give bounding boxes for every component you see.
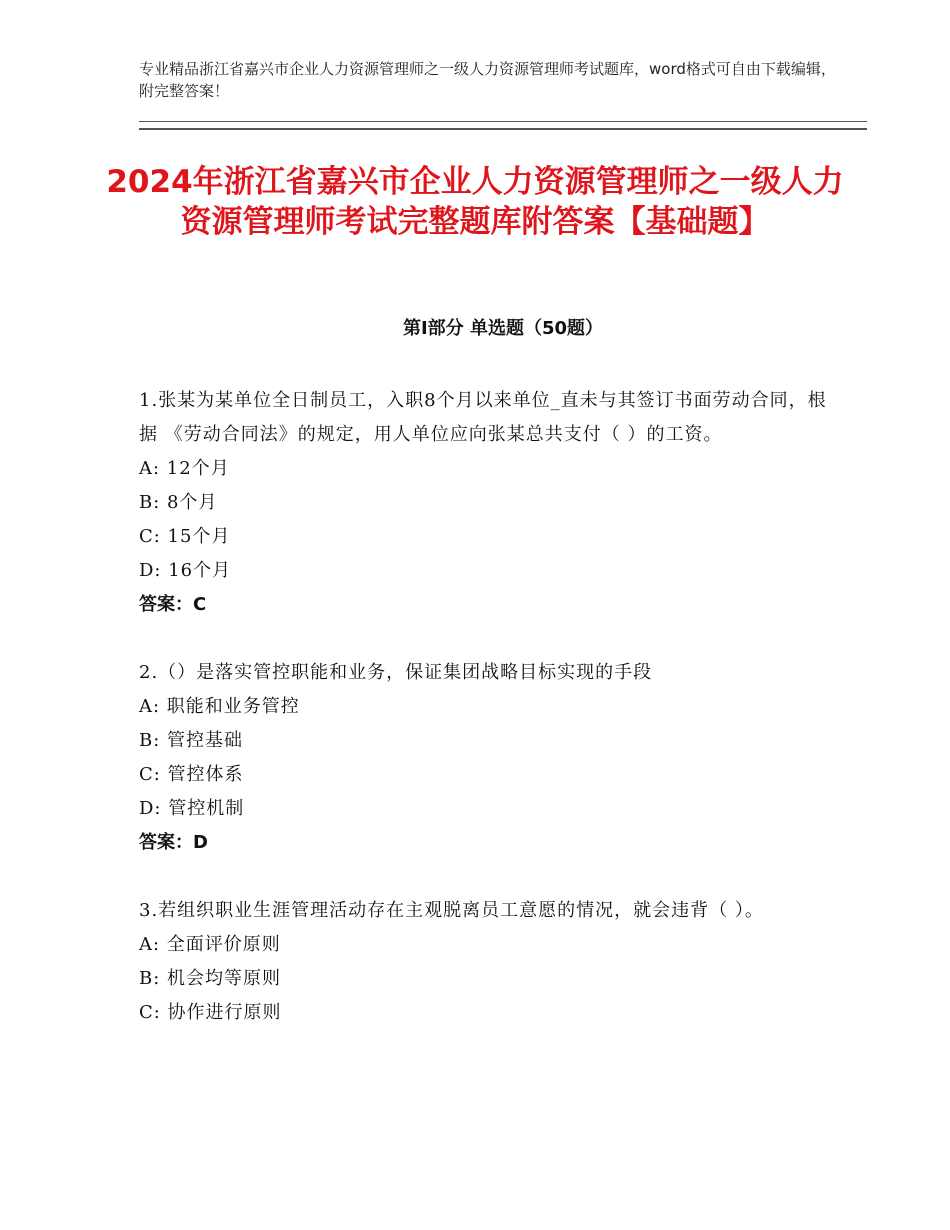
option-a: A: 职能和业务管控	[139, 696, 300, 717]
question-stem: 2.（）是落实管控职能和业务，保证集团战略目标实现的手段	[139, 662, 653, 683]
option-c: C: 管控体系	[139, 764, 244, 785]
option-c: C: 协作进行原则	[139, 1002, 282, 1023]
option-a: A: 全面评价原则	[139, 934, 281, 955]
section-heading: 第Ⅰ部分 单选题（50题）	[402, 318, 603, 339]
answer: 答案：D	[139, 832, 208, 853]
option-c: C: 15个月	[139, 526, 231, 547]
option-d: D: 16个月	[139, 560, 232, 581]
question-1	[139, 384, 829, 622]
answer: 答案：C	[139, 594, 207, 615]
option-d: D: 管控机制	[139, 798, 245, 819]
question-stem: 3.若组织职业生涯管理活动存在主观脱离员工意愿的情况，就会违背（ ）。	[139, 900, 764, 921]
option-a: A: 12个月	[139, 458, 230, 479]
question-2	[139, 656, 829, 860]
question-3	[139, 894, 829, 1030]
question-stem: 1.张某为某单位全日制员工，入职8个月以来单位_直未与其签订书面劳动合同，根据 《劳动合同法》的规定，用人单位应向张某总共支付（ ）的工资。	[139, 390, 827, 445]
option-b: B: 管控基础	[139, 730, 244, 751]
question-list	[139, 384, 829, 1064]
header-divider	[139, 121, 867, 130]
header-note: 专业精品浙江省嘉兴市企业人力资源管理师之一级人力资源管理师考试题库，word格式可自由下载编辑，附完整答案！	[139, 60, 836, 100]
document-title: 2024年浙江省嘉兴市企业人力资源管理师之一级人力资源管理师考试完整题库附答案【基础题】	[106, 164, 844, 240]
option-b: B: 机会均等原则	[139, 968, 282, 989]
option-b: B: 8个月	[139, 492, 218, 513]
